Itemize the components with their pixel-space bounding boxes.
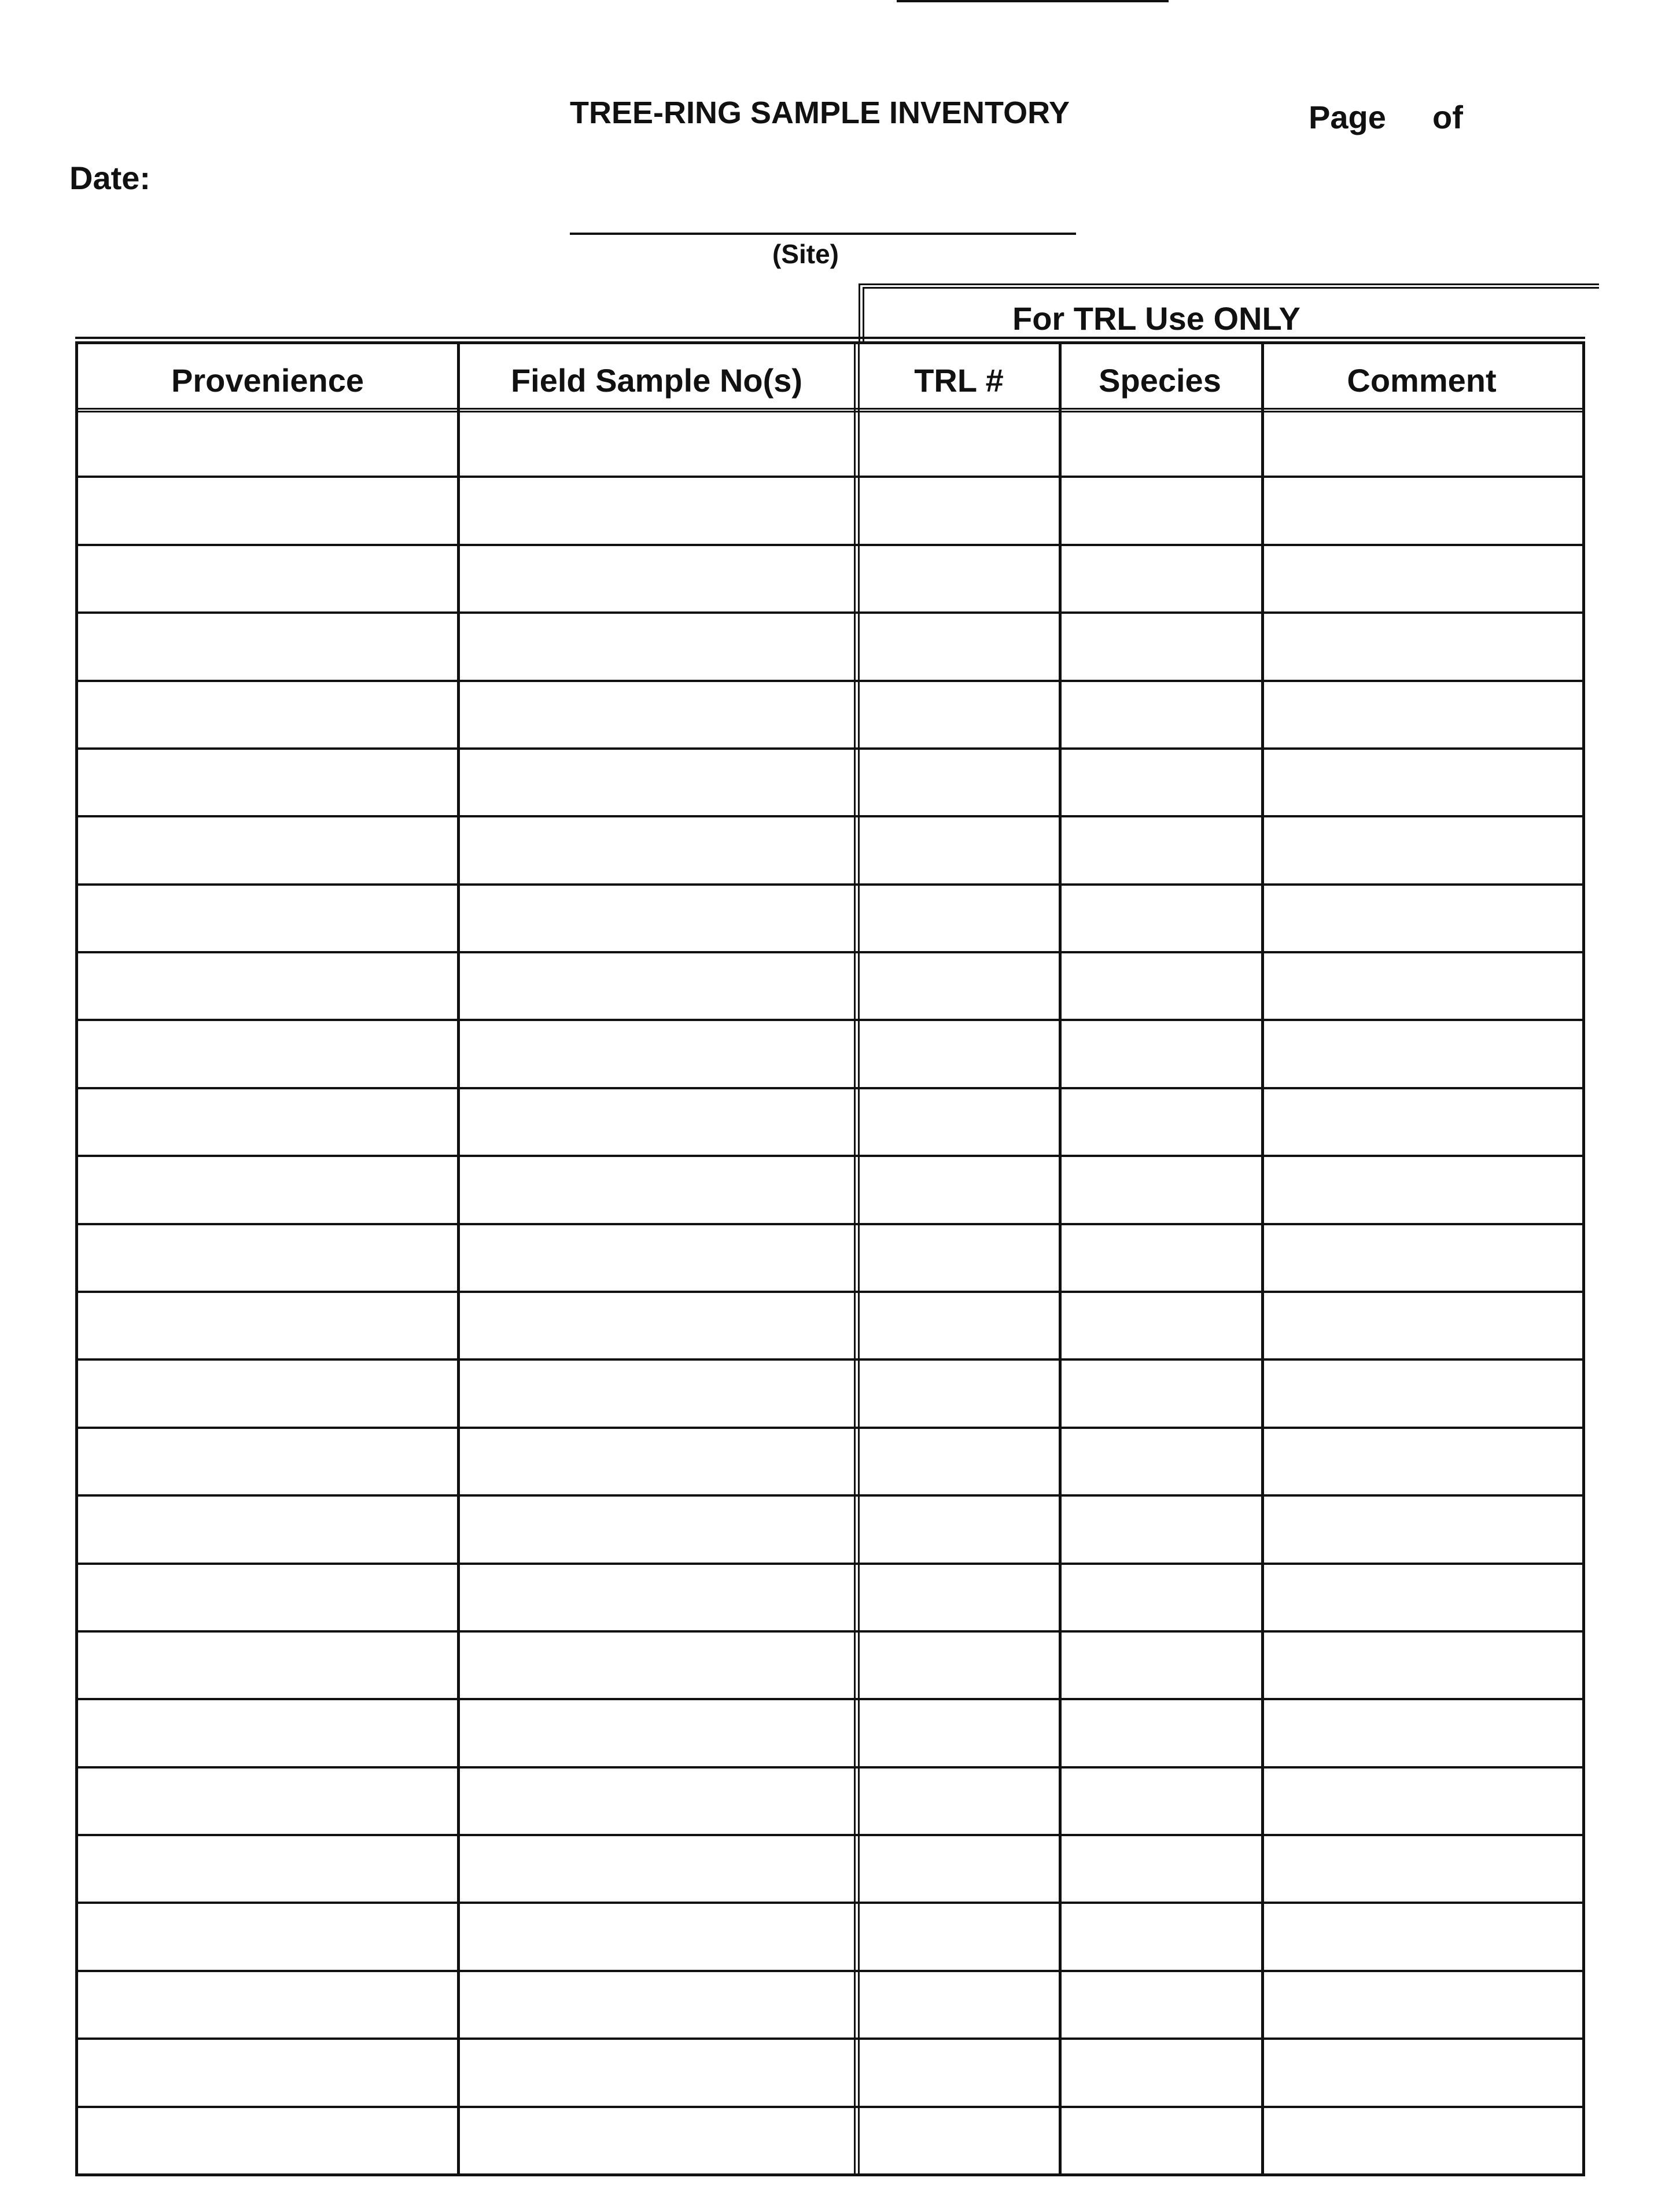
comment-cell[interactable] (1266, 1158, 1578, 1219)
table-row (78, 1427, 1582, 1494)
species-cell[interactable] (1063, 751, 1257, 812)
comment-cell[interactable] (1266, 1634, 1578, 1694)
provenience-cell[interactable] (83, 2041, 452, 2102)
species-cell[interactable] (1063, 547, 1257, 608)
trl-number-cell[interactable] (864, 615, 1054, 676)
trl-number-cell[interactable] (864, 1837, 1054, 1898)
provenience-cell[interactable] (83, 1905, 452, 1966)
column-header-provenience: Provenience (171, 362, 364, 399)
provenience-cell[interactable] (83, 887, 452, 948)
trl-use-only-label: For TRL Use ONLY (1012, 300, 1300, 337)
species-cell[interactable] (1063, 2109, 1257, 2170)
table-row (78, 2106, 1582, 2173)
provenience-cell[interactable] (83, 1770, 452, 1830)
trl-number-cell[interactable] (864, 547, 1054, 608)
field-sample-cell[interactable] (462, 1090, 854, 1151)
column-header-species: Species (1099, 362, 1221, 399)
provenience-cell[interactable] (83, 1973, 452, 2034)
column-header-field-sample: Field Sample No(s) (510, 362, 803, 399)
species-cell[interactable] (1063, 1973, 1257, 2034)
species-cell[interactable] (1063, 955, 1257, 1015)
field-sample-cell[interactable] (462, 1430, 854, 1491)
top-edge-rule (897, 0, 1169, 2)
species-cell[interactable] (1063, 1566, 1257, 1627)
table-row (78, 680, 1582, 747)
species-cell[interactable] (1063, 1430, 1257, 1491)
field-sample-cell[interactable] (462, 819, 854, 879)
sample-inventory-table (75, 341, 1585, 2176)
field-sample-cell[interactable] (462, 2109, 854, 2170)
table-row (78, 544, 1582, 611)
provenience-cell[interactable] (83, 547, 452, 608)
table-row (78, 408, 1582, 476)
table-row (78, 611, 1582, 679)
trl-number-cell[interactable] (864, 2109, 1054, 2170)
trl-number-cell[interactable] (864, 1430, 1054, 1491)
table-row (78, 2037, 1582, 2105)
trl-number-cell[interactable] (864, 1362, 1054, 1423)
table-row (78, 815, 1582, 883)
provenience-cell[interactable] (83, 1226, 452, 1287)
field-sample-cell[interactable] (462, 1022, 854, 1083)
date-label: Date: (69, 160, 151, 196)
table-row (78, 1834, 1582, 1902)
comment-cell[interactable] (1266, 1770, 1578, 1830)
trl-number-cell[interactable] (864, 955, 1054, 1015)
field-sample-cell[interactable] (462, 1226, 854, 1287)
field-sample-cell[interactable] (462, 615, 854, 676)
field-sample-cell[interactable] (462, 411, 854, 472)
trl-number-cell[interactable] (864, 1022, 1054, 1083)
table-row (78, 883, 1582, 951)
species-cell[interactable] (1063, 1022, 1257, 1083)
provenience-cell[interactable] (83, 751, 452, 812)
comment-cell[interactable] (1266, 411, 1578, 472)
field-sample-cell[interactable] (462, 1701, 854, 1762)
provenience-cell[interactable] (83, 955, 452, 1015)
table-row (78, 1019, 1582, 1086)
provenience-cell[interactable] (83, 1362, 452, 1423)
table-row (78, 1291, 1582, 1358)
field-sample-cell[interactable] (462, 1770, 854, 1830)
table-row (78, 1223, 1582, 1291)
field-sample-cell[interactable] (462, 955, 854, 1015)
table-row (78, 951, 1582, 1019)
comment-cell[interactable] (1266, 887, 1578, 948)
table-row (78, 1087, 1582, 1155)
provenience-cell[interactable] (83, 1701, 452, 1762)
table-row (78, 1630, 1582, 1698)
species-cell[interactable] (1063, 887, 1257, 948)
trl-number-cell[interactable] (864, 1566, 1054, 1627)
field-sample-cell[interactable] (462, 1634, 854, 1694)
species-cell[interactable] (1063, 1770, 1257, 1830)
species-cell[interactable] (1063, 1634, 1257, 1694)
field-sample-cell[interactable] (462, 1158, 854, 1219)
field-sample-cell[interactable] (462, 751, 854, 812)
comment-cell[interactable] (1266, 1362, 1578, 1423)
species-cell[interactable] (1063, 1837, 1257, 1898)
table-row (78, 747, 1582, 815)
field-sample-cell[interactable] (462, 547, 854, 608)
provenience-cell[interactable] (83, 1430, 452, 1491)
table-row (78, 1563, 1582, 1630)
field-sample-cell[interactable] (462, 1294, 854, 1355)
trl-number-cell[interactable] (864, 751, 1054, 812)
comment-cell[interactable] (1266, 1022, 1578, 1083)
comment-cell[interactable] (1266, 1430, 1578, 1491)
trl-number-cell[interactable] (864, 2041, 1054, 2102)
comment-cell[interactable] (1266, 683, 1578, 744)
page-label: Page (1309, 99, 1386, 135)
trl-number-cell[interactable] (864, 1634, 1054, 1694)
provenience-cell[interactable] (83, 479, 452, 540)
table-row (78, 1766, 1582, 1834)
trl-number-cell[interactable] (864, 479, 1054, 540)
provenience-cell[interactable] (83, 683, 452, 744)
table-row (78, 1358, 1582, 1426)
table-row (78, 1970, 1582, 2037)
provenience-cell[interactable] (83, 2109, 452, 2170)
form-title: TREE-RING SAMPLE INVENTORY (570, 95, 1070, 130)
species-cell[interactable] (1063, 1498, 1257, 1558)
species-cell[interactable] (1063, 1158, 1257, 1219)
provenience-cell[interactable] (83, 1294, 452, 1355)
table-row (78, 1698, 1582, 1766)
species-cell[interactable] (1063, 615, 1257, 676)
column-header-comment: Comment (1347, 362, 1497, 399)
species-cell[interactable] (1063, 1362, 1257, 1423)
trl-number-cell[interactable] (864, 1226, 1054, 1287)
site-entry-line[interactable] (570, 233, 1076, 235)
provenience-cell[interactable] (83, 1022, 452, 1083)
provenience-cell[interactable] (83, 1566, 452, 1627)
provenience-cell[interactable] (83, 1634, 452, 1694)
provenience-cell[interactable] (83, 1498, 452, 1558)
comment-cell[interactable] (1266, 819, 1578, 879)
trl-number-cell[interactable] (864, 819, 1054, 879)
column-header-trl-number: TRL # (914, 362, 1004, 399)
trl-number-cell[interactable] (864, 1701, 1054, 1762)
table-row (78, 1494, 1582, 1562)
species-cell[interactable] (1063, 1226, 1257, 1287)
table-row (78, 476, 1582, 543)
table-row (78, 1155, 1582, 1222)
species-cell[interactable] (1063, 1294, 1257, 1355)
trl-number-cell[interactable] (864, 1294, 1054, 1355)
field-sample-cell[interactable] (462, 1837, 854, 1898)
comment-cell[interactable] (1266, 615, 1578, 676)
species-cell[interactable] (1063, 411, 1257, 472)
provenience-cell[interactable] (83, 615, 452, 676)
comment-cell[interactable] (1266, 2041, 1578, 2102)
provenience-cell[interactable] (83, 411, 452, 472)
comment-cell[interactable] (1266, 1226, 1578, 1287)
field-sample-cell[interactable] (462, 1498, 854, 1558)
comment-cell[interactable] (1266, 1701, 1578, 1762)
field-sample-cell[interactable] (462, 2041, 854, 2102)
comment-cell[interactable] (1266, 1498, 1578, 1558)
comment-cell[interactable] (1266, 547, 1578, 608)
comment-cell[interactable] (1266, 479, 1578, 540)
field-sample-cell[interactable] (462, 683, 854, 744)
trl-number-cell[interactable] (864, 1905, 1054, 1966)
trl-number-cell[interactable] (864, 1090, 1054, 1151)
trl-number-cell[interactable] (864, 1498, 1054, 1558)
table-row (78, 1902, 1582, 1969)
species-cell[interactable] (1063, 819, 1257, 879)
species-cell[interactable] (1063, 479, 1257, 540)
comment-cell[interactable] (1266, 1294, 1578, 1355)
comment-cell[interactable] (1266, 1973, 1578, 2034)
field-sample-cell[interactable] (462, 1905, 854, 1966)
provenience-cell[interactable] (83, 1090, 452, 1151)
trl-number-cell[interactable] (864, 411, 1054, 472)
comment-cell[interactable] (1266, 751, 1578, 812)
field-sample-cell[interactable] (462, 1362, 854, 1423)
page-of-label: of (1432, 99, 1463, 135)
trl-number-cell[interactable] (864, 887, 1054, 948)
comment-cell[interactable] (1266, 2109, 1578, 2170)
species-cell[interactable] (1063, 1905, 1257, 1966)
provenience-cell[interactable] (83, 1837, 452, 1898)
trl-number-cell[interactable] (864, 1973, 1054, 2034)
field-sample-cell[interactable] (462, 479, 854, 540)
comment-cell[interactable] (1266, 1837, 1578, 1898)
provenience-cell[interactable] (83, 819, 452, 879)
species-cell[interactable] (1063, 2041, 1257, 2102)
field-sample-cell[interactable] (462, 887, 854, 948)
site-label: (Site) (772, 239, 839, 269)
field-sample-cell[interactable] (462, 1566, 854, 1627)
species-cell[interactable] (1063, 683, 1257, 744)
species-cell[interactable] (1063, 1090, 1257, 1151)
provenience-cell[interactable] (83, 1158, 452, 1219)
comment-cell[interactable] (1266, 1090, 1578, 1151)
trl-number-cell[interactable] (864, 683, 1054, 744)
field-sample-cell[interactable] (462, 1973, 854, 2034)
species-cell[interactable] (1063, 1701, 1257, 1762)
comment-cell[interactable] (1266, 955, 1578, 1015)
comment-cell[interactable] (1266, 1905, 1578, 1966)
trl-number-cell[interactable] (864, 1770, 1054, 1830)
comment-cell[interactable] (1266, 1566, 1578, 1627)
trl-number-cell[interactable] (864, 1158, 1054, 1219)
